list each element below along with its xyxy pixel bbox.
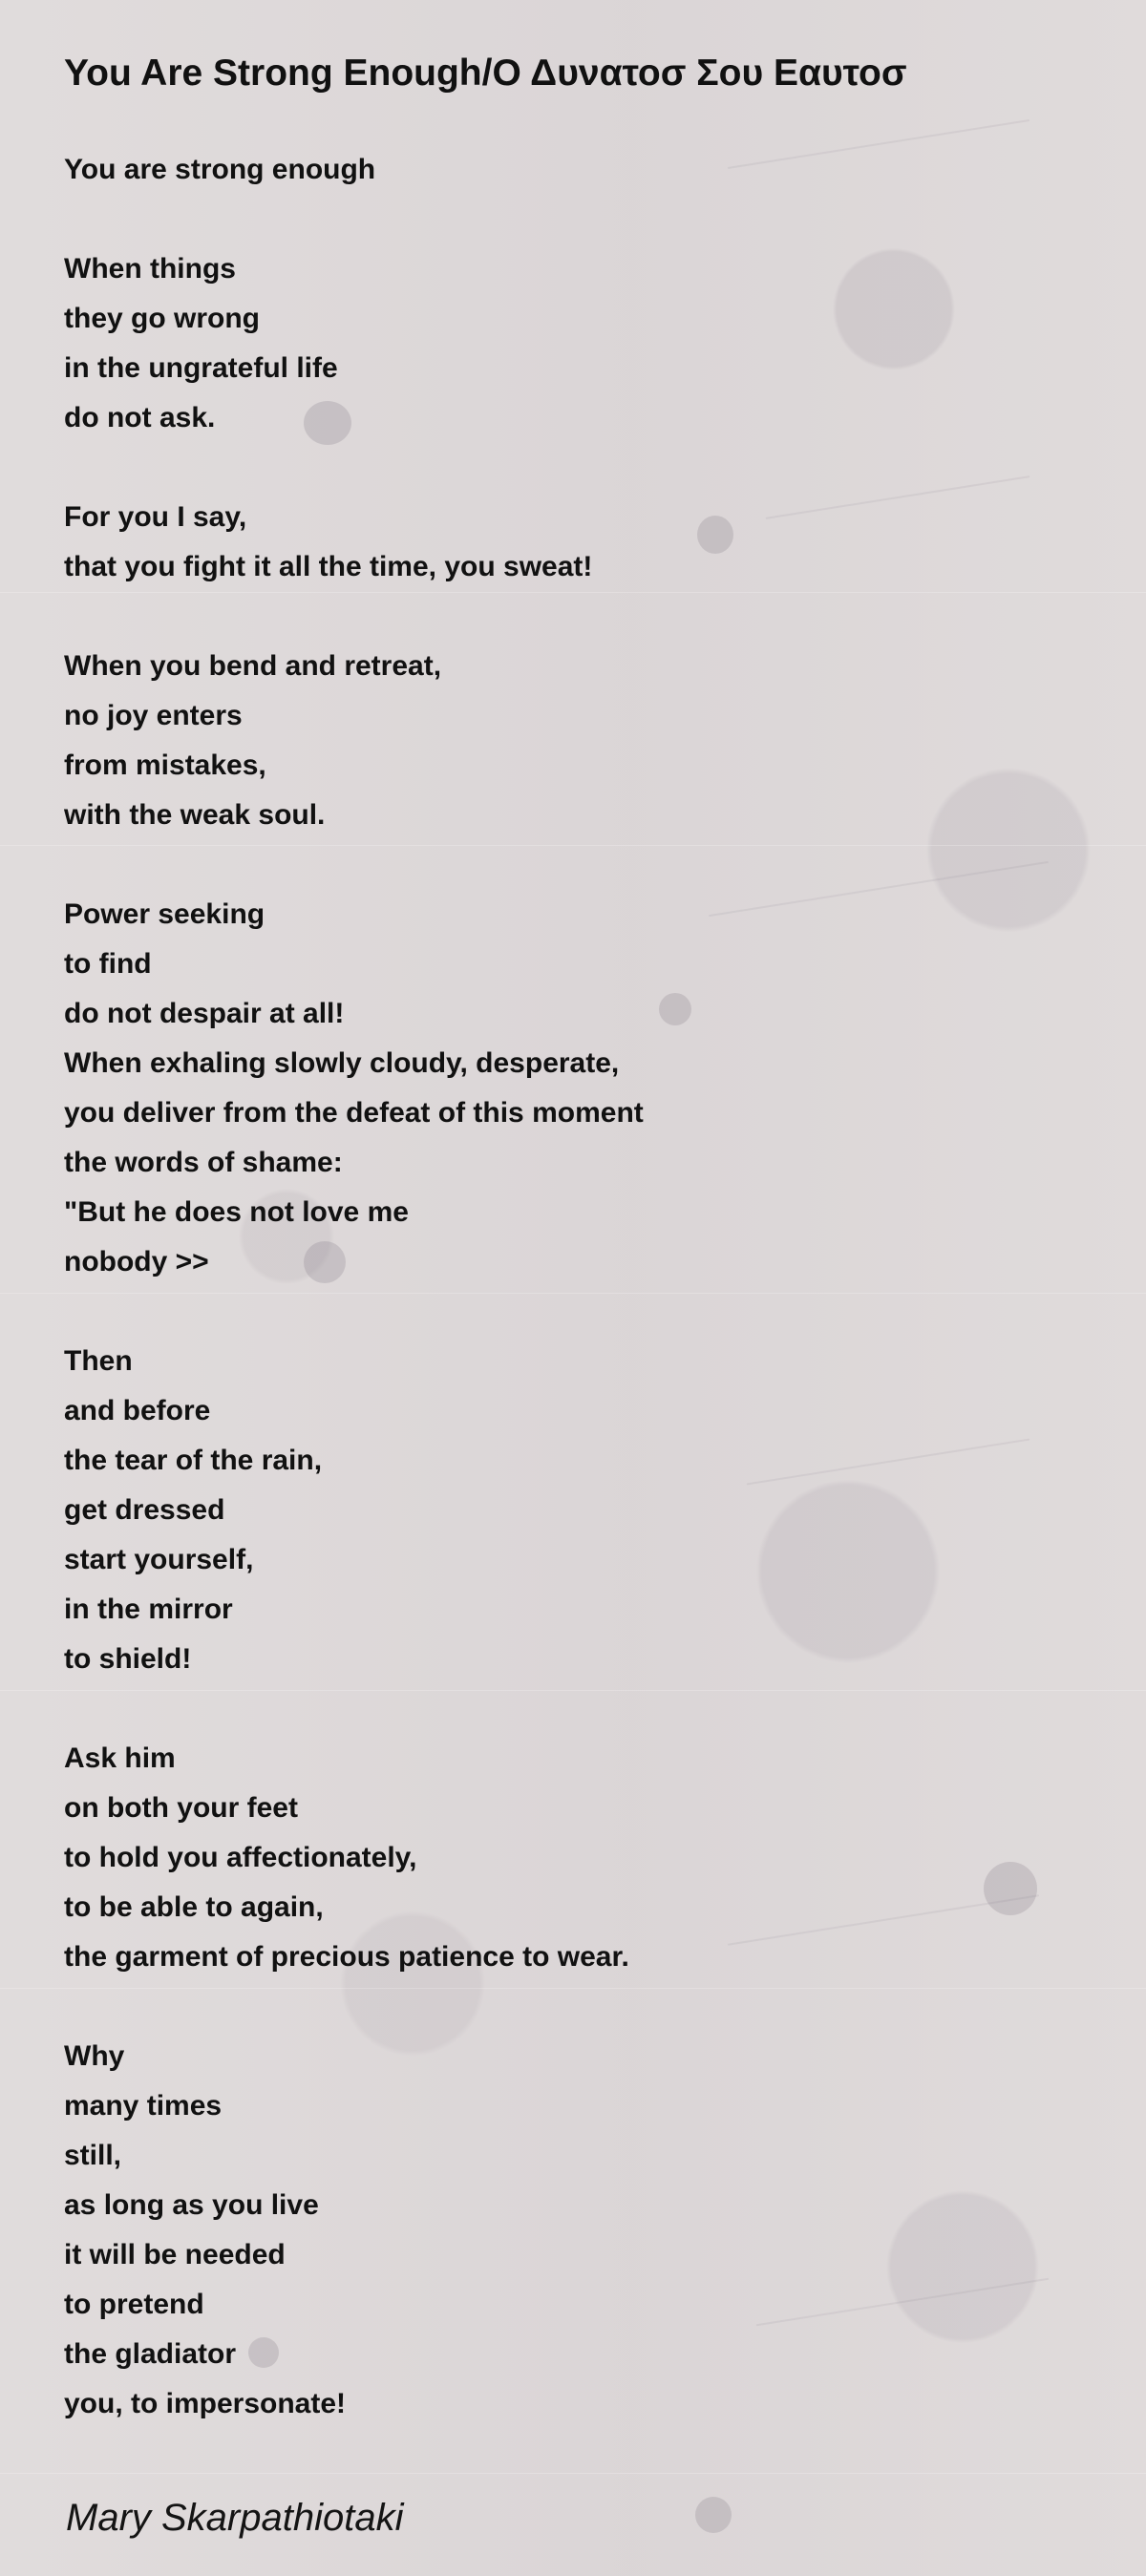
- poem-author: Mary Skarpathiotaki: [66, 2497, 404, 2539]
- poem-body: You are strong enough When things they go wrong in the ungrateful life do not ask. For you I say, that you fight it all the time, you sweat! When you bend and retreat, no joy enters from mistakes, with the weak soul. Power seeking to find do not despair at all! When exhaling slowly cloudy, desperate, you deliver from the defeat of this moment the words of shame: "But he does not love me nobody >> Then and before the tear of the rain, get dressed start yourself, in the mirror to shield! Ask him on both your feet to hold you affectionately, to be able to again, the garment of precious patience to wear. Why many times still, as long as you live it will be needed to pretend the gladiator you, to impersonate!: [64, 154, 644, 2419]
- poem-title: You Are Strong Enough/Ο Δυνατοσ Σου Εαυτοσ: [64, 53, 907, 94]
- poem-card: [64, 50, 1095, 2539]
- texture-line: [0, 2473, 1146, 2474]
- ink-drop: [695, 2497, 732, 2533]
